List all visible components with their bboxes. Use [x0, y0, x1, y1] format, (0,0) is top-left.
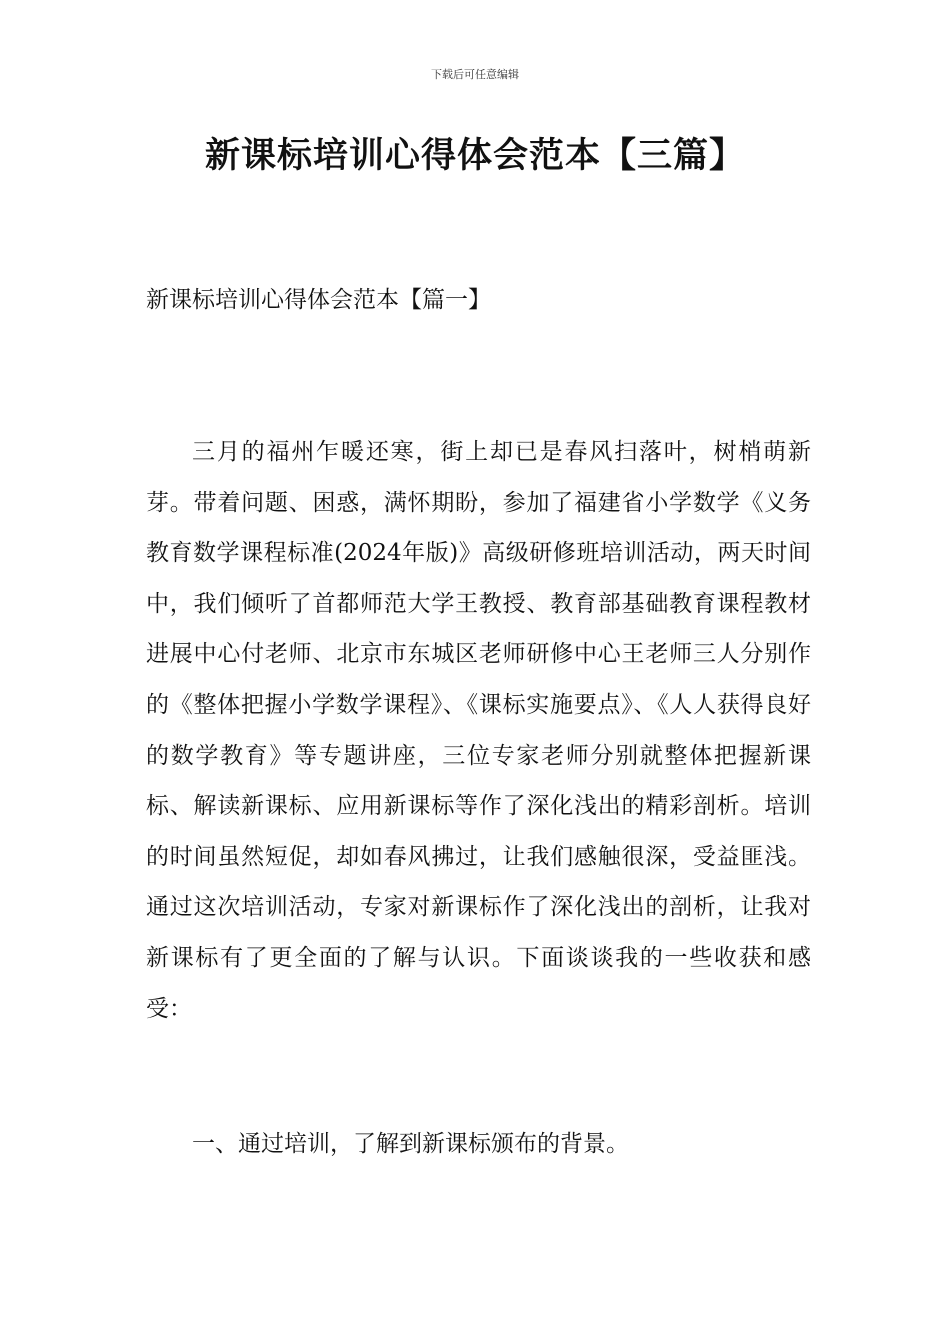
document-title: 新课标培训心得体会范本【三篇】	[204, 136, 745, 176]
page-header-note: 下载后可任意编辑	[431, 68, 519, 81]
body-paragraph: 三月的福州乍暖还寒，街上却已是春风扫落叶，树梢萌新芽。带着问题、困惑，满怀期盼，参加了福建省小学数学《义务教育数学课程标准(2024年版)》高级研修班培训活动，两天时间中，我们倾听了首都师范大学王教授、教育部基础教育课程教材进展中心付老师、北京市东城区老师研修中心王老师三人分别作的《整体把握小学数学课程》、《课标实施要点》、《人人获得良好的数学教育》等专题讲座，三位专家老师分别就整体把握新课标、解读新课标、应用新课标等作了深化浅出的精彩剖析。培训的时间虽然短促，却如春风拂过，让我们感触很深，受益匪浅。通过这次培训活动，专家对新课标作了深化浅出的剖析，让我对新课标有了更全面的了解与认识。下面谈谈我的一些收获和感受：	[146, 439, 811, 1022]
point-heading: 一、通过培训，了解到新课标颁布的背景。	[192, 1131, 629, 1157]
section-title: 新课标培训心得体会范本【篇一】	[146, 287, 491, 313]
